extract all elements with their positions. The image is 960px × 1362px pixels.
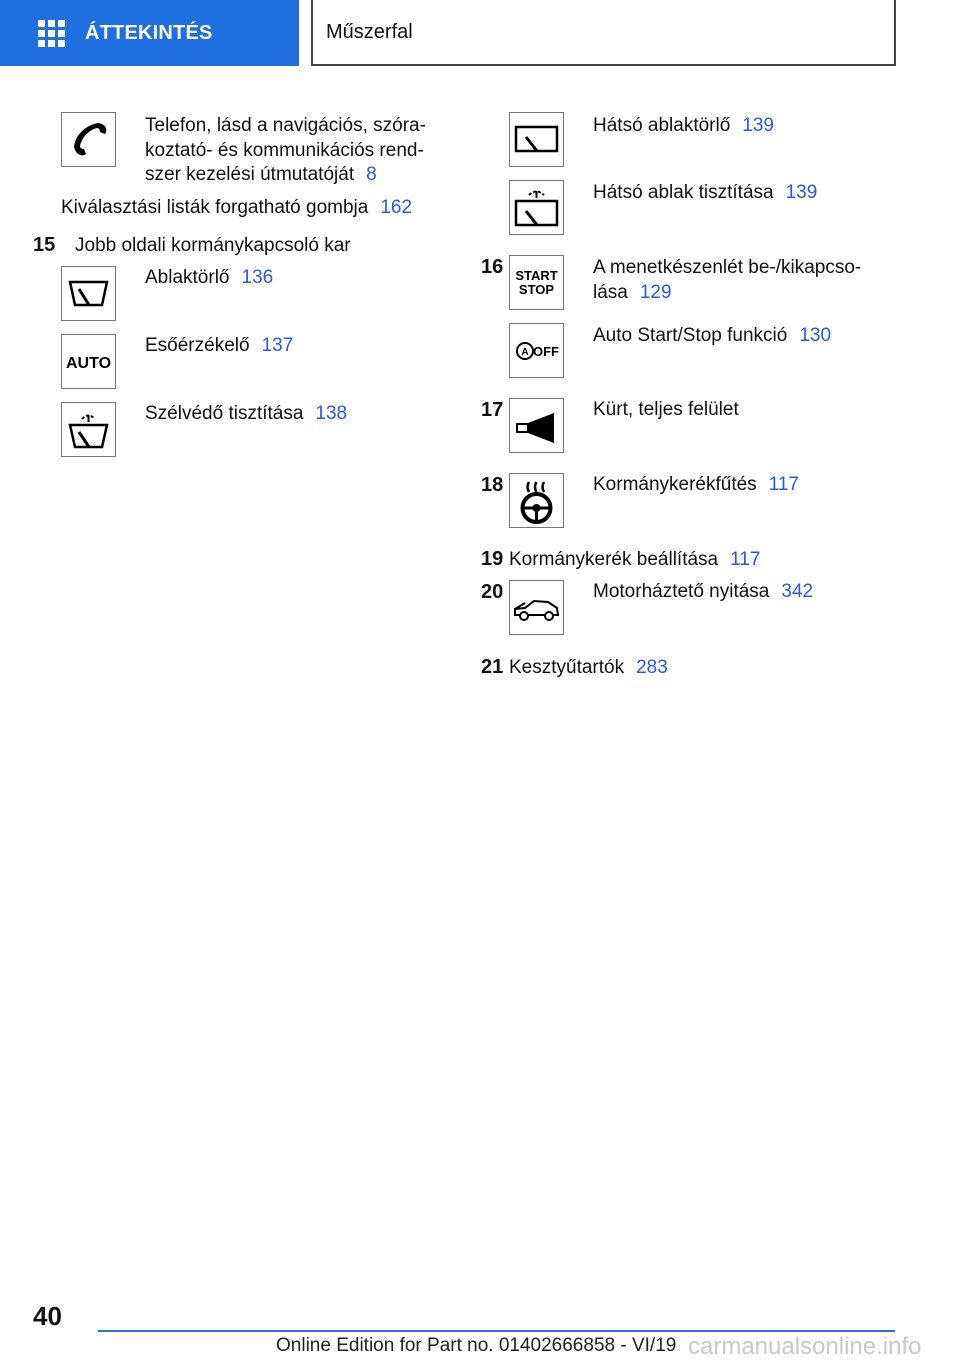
start-icon-text: START bbox=[515, 268, 558, 283]
wipers-page-link[interactable]: 136 bbox=[241, 267, 274, 288]
watermark: carmanualsonline.info bbox=[688, 1333, 922, 1360]
rear-washer-entry bbox=[593, 181, 817, 206]
wipers-entry bbox=[145, 266, 273, 291]
auto-rain-sensor-icon bbox=[61, 334, 116, 389]
section-tab-label: Műszerfal bbox=[326, 20, 413, 43]
selection-lists-entry bbox=[61, 196, 412, 221]
auto-start-stop-entry bbox=[593, 324, 831, 349]
telephone-text-line3: szer kezelési útmutatóját bbox=[145, 164, 355, 185]
item-15-text: Jobb oldali kormánykapcsoló kar bbox=[75, 235, 351, 256]
grid-menu-icon bbox=[38, 20, 65, 47]
selection-lists-page-link[interactable]: 162 bbox=[380, 197, 413, 218]
telephone-text-line1: Telefon, lásd a navigációs, szóra- bbox=[145, 115, 426, 136]
svg-text:A: A bbox=[521, 347, 529, 358]
telephone-icon bbox=[61, 112, 116, 167]
footer-divider bbox=[98, 1330, 895, 1332]
item-19-number: 19 bbox=[481, 548, 504, 570]
rain-sensor-page-link[interactable]: 137 bbox=[261, 335, 294, 356]
item-15-number: 15 bbox=[33, 234, 56, 256]
section-tab[interactable] bbox=[311, 0, 896, 66]
rear-wiper-text: Hátsó ablaktörlő bbox=[593, 115, 731, 136]
hood-release-icon bbox=[509, 580, 564, 635]
item-21-text: Kesztyűtartók bbox=[509, 657, 625, 678]
item-16-number: 16 bbox=[481, 256, 504, 278]
item-21-entry bbox=[509, 656, 668, 681]
item-19-text: Kormánykerék beállítása bbox=[509, 549, 719, 570]
item-18-page-link[interactable]: 117 bbox=[768, 474, 799, 495]
rain-sensor-text: Esőérzékelő bbox=[145, 335, 250, 356]
wipers-text: Ablaktörlő bbox=[145, 267, 230, 288]
selection-lists-text: Kiválasztási listák forgatható gombja bbox=[61, 197, 369, 218]
auto-start-stop-page-link[interactable]: 130 bbox=[799, 325, 832, 346]
telephone-page-link[interactable]: 8 bbox=[366, 164, 377, 185]
rear-washer-icon bbox=[509, 180, 564, 235]
auto-start-stop-off-icon bbox=[509, 323, 564, 378]
item-16-text-line1: A menetkészenlét be-/kikapcso- bbox=[593, 257, 862, 278]
page-number: 40 bbox=[33, 1301, 62, 1331]
item-19-entry bbox=[509, 548, 760, 573]
header-bar bbox=[0, 0, 960, 66]
item-21-page-link[interactable]: 283 bbox=[636, 657, 668, 678]
item-20-entry bbox=[593, 580, 813, 605]
item-18-entry bbox=[593, 473, 799, 498]
washer-page-link[interactable]: 138 bbox=[315, 403, 348, 424]
item-18-number: 18 bbox=[481, 474, 504, 496]
auto-icon-text: AUTO bbox=[65, 355, 112, 372]
edition-text: Online Edition for Part no. 01402666858 - VI/19 bbox=[276, 1335, 677, 1356]
start-stop-button-icon bbox=[509, 255, 564, 310]
overview-tab[interactable] bbox=[0, 0, 299, 66]
item-16-entry bbox=[593, 256, 861, 305]
washer-text: Szélvédő tisztítása bbox=[145, 403, 304, 424]
rear-washer-page-link[interactable]: 139 bbox=[785, 182, 818, 203]
heated-steering-wheel-icon bbox=[509, 473, 564, 528]
horn-icon bbox=[509, 398, 564, 453]
rear-wiper-icon bbox=[509, 112, 564, 167]
rear-washer-text: Hátsó ablak tisztítása bbox=[593, 182, 774, 203]
rain-sensor-entry bbox=[145, 334, 293, 359]
rear-wiper-page-link[interactable]: 139 bbox=[742, 115, 774, 136]
overview-tab-label: ÁTTEKINTÉS bbox=[85, 21, 213, 44]
auto-start-stop-text: Auto Start/Stop funkció bbox=[593, 325, 788, 346]
windshield-wiper-icon bbox=[61, 266, 116, 321]
stop-icon-text: STOP bbox=[518, 282, 555, 297]
off-icon-text: OFF bbox=[533, 344, 559, 359]
item-16-text-line2: lása bbox=[593, 281, 628, 303]
item-19-page-link[interactable]: 117 bbox=[730, 549, 761, 570]
item-18-text: Kormánykerékfűtés bbox=[593, 474, 757, 495]
item-20-page-link[interactable]: 342 bbox=[781, 581, 814, 602]
item-17-text: Kürt, teljes felület bbox=[593, 399, 739, 420]
item-20-number: 20 bbox=[481, 581, 504, 603]
washer-entry bbox=[145, 402, 347, 427]
windshield-washer-icon bbox=[61, 402, 116, 457]
telephone-text-line2: koztató- és kommunikációs rend- bbox=[145, 139, 424, 161]
item-16-page-link[interactable]: 129 bbox=[639, 281, 672, 303]
item-21-number: 21 bbox=[481, 656, 504, 678]
rear-wiper-entry bbox=[593, 114, 774, 139]
telephone-entry bbox=[145, 114, 426, 188]
item-17-number: 17 bbox=[481, 399, 504, 421]
item-20-text: Motorháztető nyitása bbox=[593, 581, 770, 602]
